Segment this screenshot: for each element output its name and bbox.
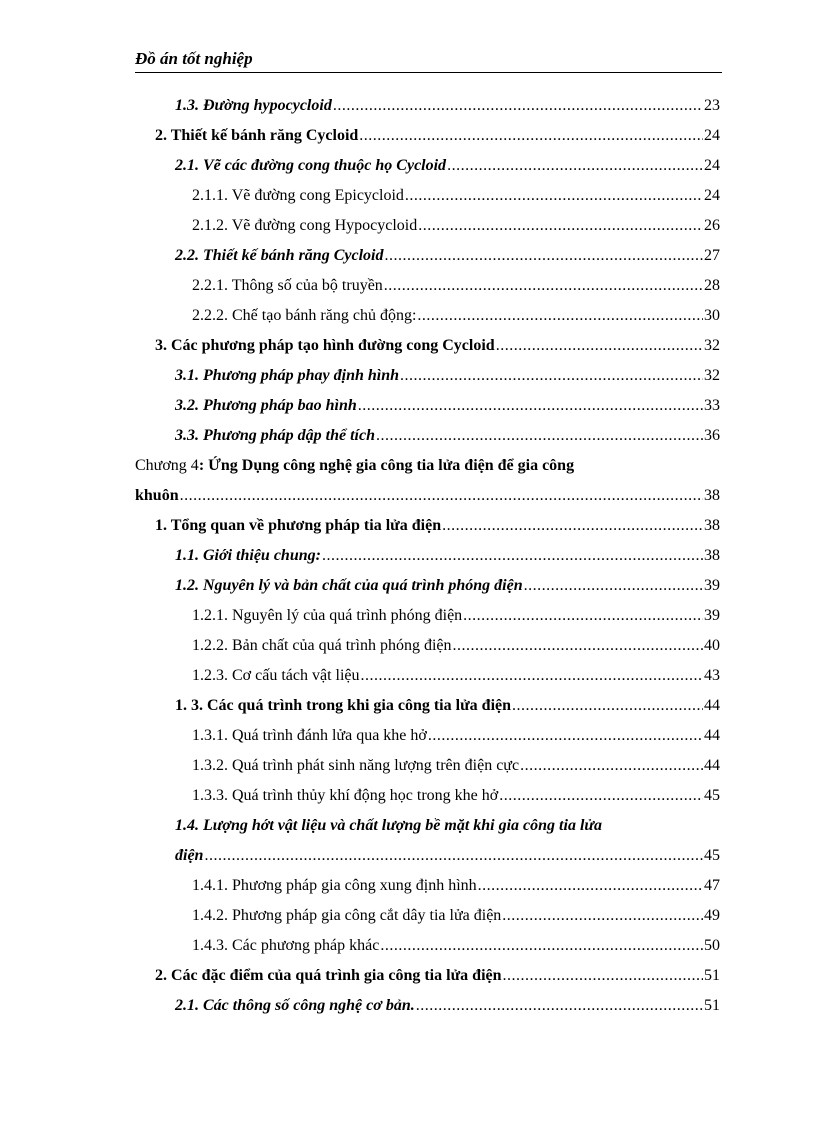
toc-entry-page: 32 — [704, 367, 720, 384]
toc-entry[interactable] — [155, 511, 720, 541]
toc-entry-page: 27 — [704, 247, 720, 264]
toc-entry-page: 24 — [704, 127, 720, 144]
toc-entry-label: 2.1. Các thông số công nghệ cơ bản. — [175, 997, 415, 1014]
dot-leader — [180, 481, 703, 511]
toc-entry-page: 24 — [704, 157, 720, 174]
toc-entry[interactable] — [175, 421, 720, 451]
dot-leader — [416, 991, 703, 1021]
dot-leader — [503, 961, 703, 991]
toc-entry-label: 2.1.1. Vẽ đường cong Epicycloid — [192, 187, 404, 204]
toc-entry-label: 1.2. Nguyên lý và bản chất của quá trình phóng điện — [175, 577, 523, 594]
dot-leader — [333, 91, 703, 121]
toc-entry-label: 1.3.3. Quá trình thủy khí động học trong khe hở — [192, 787, 499, 804]
toc-entry[interactable] — [192, 301, 720, 331]
toc-entry-label: 3.3. Phương pháp dập thể tích — [175, 427, 375, 444]
toc-entry-page: 33 — [704, 397, 720, 414]
toc-entry-page: 44 — [704, 727, 720, 744]
toc-entry-label: 3. Các phương pháp tạo hình đường cong Cycloid — [155, 337, 495, 354]
toc-entry-page: 49 — [704, 907, 720, 924]
toc-entry-label: 2. Thiết kế bánh răng Cycloid — [155, 127, 359, 144]
dot-leader — [447, 151, 703, 181]
dot-leader — [512, 691, 703, 721]
toc-entry[interactable] — [192, 871, 720, 901]
chapter-prefix: Chương 4 — [135, 457, 199, 474]
dot-leader — [358, 391, 703, 421]
dot-leader — [453, 631, 704, 661]
toc-entry[interactable] — [175, 151, 720, 181]
toc-entry-label: 1.2.2. Bản chất của quá trình phóng điện — [192, 637, 452, 654]
toc-entry[interactable] — [175, 541, 720, 571]
dot-leader — [499, 781, 703, 811]
toc-entry[interactable] — [192, 751, 720, 781]
toc-entry[interactable] — [192, 781, 720, 811]
dot-leader — [442, 511, 703, 541]
toc-entry[interactable] — [155, 121, 720, 151]
toc-entry-page: 38 — [704, 547, 720, 564]
chapter-title-line1: : Ứng Dụng công nghệ gia công tia lửa điện để gia công — [198, 457, 575, 474]
toc-entry-page: 30 — [704, 307, 720, 324]
dot-leader — [502, 901, 703, 931]
toc-entry-label: 1.4.1. Phương pháp gia công xung định hình — [192, 877, 477, 894]
dot-leader — [417, 301, 703, 331]
toc-entry-label-line2: điện — [175, 847, 204, 864]
toc-entry-page: 39 — [704, 607, 720, 624]
toc-entry-label: 1.1. Giới thiệu chung: — [175, 547, 321, 564]
toc-entry-label: 2.1.2. Vẽ đường cong Hypocycloid — [192, 217, 418, 234]
toc-entry-page: 51 — [704, 967, 720, 984]
dot-leader — [405, 181, 703, 211]
toc-entry[interactable] — [155, 961, 720, 991]
toc-entry-page: 39 — [704, 577, 720, 594]
toc-entry-label: 3.1. Phương pháp phay định hình — [175, 367, 400, 384]
dot-leader — [376, 421, 703, 451]
toc-entry[interactable] — [175, 391, 720, 421]
dot-leader — [384, 241, 703, 271]
dot-leader — [418, 211, 703, 241]
toc-entry-label: 1.3.2. Quá trình phát sinh năng lượng trên điện cực — [192, 757, 520, 774]
toc-entry-label: 2.1. Vẽ các đường cong thuộc họ Cycloid — [175, 157, 447, 174]
toc-entry-page: 47 — [704, 877, 720, 894]
toc-entry[interactable] — [192, 931, 720, 961]
toc-entry[interactable] — [192, 721, 720, 751]
dot-leader — [322, 541, 703, 571]
toc-entry-label: 1. Tổng quan về phương pháp tia lửa điện — [155, 517, 442, 534]
toc-entry-page: 38 — [704, 487, 720, 504]
toc-entry-page: 40 — [704, 637, 720, 654]
toc-entry-page: 38 — [704, 517, 720, 534]
toc-entry-page: 24 — [704, 187, 720, 204]
toc-entry[interactable] — [192, 631, 720, 661]
toc-entry-label: 1.4.2. Phương pháp gia công cắt dây tia lửa điện — [192, 907, 502, 924]
toc-entry[interactable] — [192, 271, 720, 301]
dot-leader — [359, 121, 703, 151]
dot-leader — [400, 361, 703, 391]
toc-entry-label: 1.2.3. Cơ cấu tách vật liệu — [192, 667, 360, 684]
toc-entry[interactable] — [155, 331, 720, 361]
dot-leader — [463, 601, 703, 631]
dot-leader — [524, 571, 703, 601]
toc-entry[interactable] — [175, 691, 720, 721]
dot-leader — [478, 871, 703, 901]
toc-entry[interactable] — [175, 241, 720, 271]
toc-entry-page: 36 — [704, 427, 720, 444]
toc-entry-label: 2.2. Thiết kế bánh răng Cycloid — [175, 247, 384, 264]
page-header — [135, 48, 722, 73]
toc-entry-page: 45 — [704, 847, 720, 864]
toc-entry-label: 2.2.1. Thông số của bộ truyền — [192, 277, 383, 294]
dot-leader — [496, 331, 703, 361]
toc-entry-label: 3.2. Phương pháp bao hình — [175, 397, 357, 414]
toc-entry[interactable] — [135, 481, 720, 511]
dot-leader — [380, 931, 703, 961]
toc-entry-page: 50 — [704, 937, 720, 954]
toc-entry[interactable] — [175, 991, 720, 1021]
dot-leader — [384, 271, 703, 301]
toc-entry[interactable] — [192, 211, 720, 241]
toc-entry-page: 32 — [704, 337, 720, 354]
dot-leader — [428, 721, 703, 751]
toc-chapter-heading[interactable] — [135, 451, 574, 481]
dot-leader — [361, 661, 703, 691]
toc-entry-label: 1.3. Đường hypocycloid — [175, 97, 332, 114]
chapter-title-line2: khuôn — [135, 487, 179, 504]
toc-entry-page: 51 — [704, 997, 720, 1014]
toc-entry-label: 2.2.2. Chế tạo bánh răng chủ động: — [192, 307, 417, 324]
dot-leader — [520, 751, 703, 781]
toc-entry-page: 44 — [704, 757, 720, 774]
dot-leader — [204, 841, 703, 871]
toc-entry[interactable] — [192, 901, 720, 931]
toc-entry[interactable] — [175, 571, 720, 601]
toc-entry[interactable] — [175, 841, 720, 871]
toc-entry-page: 44 — [704, 697, 720, 714]
toc-entry[interactable] — [192, 181, 720, 211]
toc-entry-page: 43 — [704, 667, 720, 684]
toc-entry-label: 1. 3. Các quá trình trong khi gia công tia lửa điện — [175, 697, 512, 714]
toc-entry[interactable] — [192, 601, 720, 631]
toc-entry-page: 28 — [704, 277, 720, 294]
toc-entry-label: 2. Các đặc điểm của quá trình gia công tia lửa điện — [155, 967, 502, 984]
toc-entry[interactable] — [175, 361, 720, 391]
toc-entry-page: 45 — [704, 787, 720, 804]
toc-entry-page: 26 — [704, 217, 720, 234]
toc-entry-page: 23 — [704, 97, 720, 114]
header-title: Đồ án tốt nghiệp — [135, 49, 253, 68]
toc-entry-label: 1.3.1. Quá trình đánh lửa qua khe hở — [192, 727, 427, 744]
toc-entry[interactable] — [192, 661, 720, 691]
toc-entry-label: 1.4.3. Các phương pháp khác — [192, 937, 380, 954]
toc-entry-label-line1[interactable]: 1.4. Lượng hớt vật liệu và chất lượng bề mặt khi gia công tia lửa — [175, 817, 602, 834]
toc-entry-label: 1.2.1. Nguyên lý của quá trình phóng điện — [192, 607, 463, 624]
toc-entry[interactable] — [175, 91, 720, 121]
